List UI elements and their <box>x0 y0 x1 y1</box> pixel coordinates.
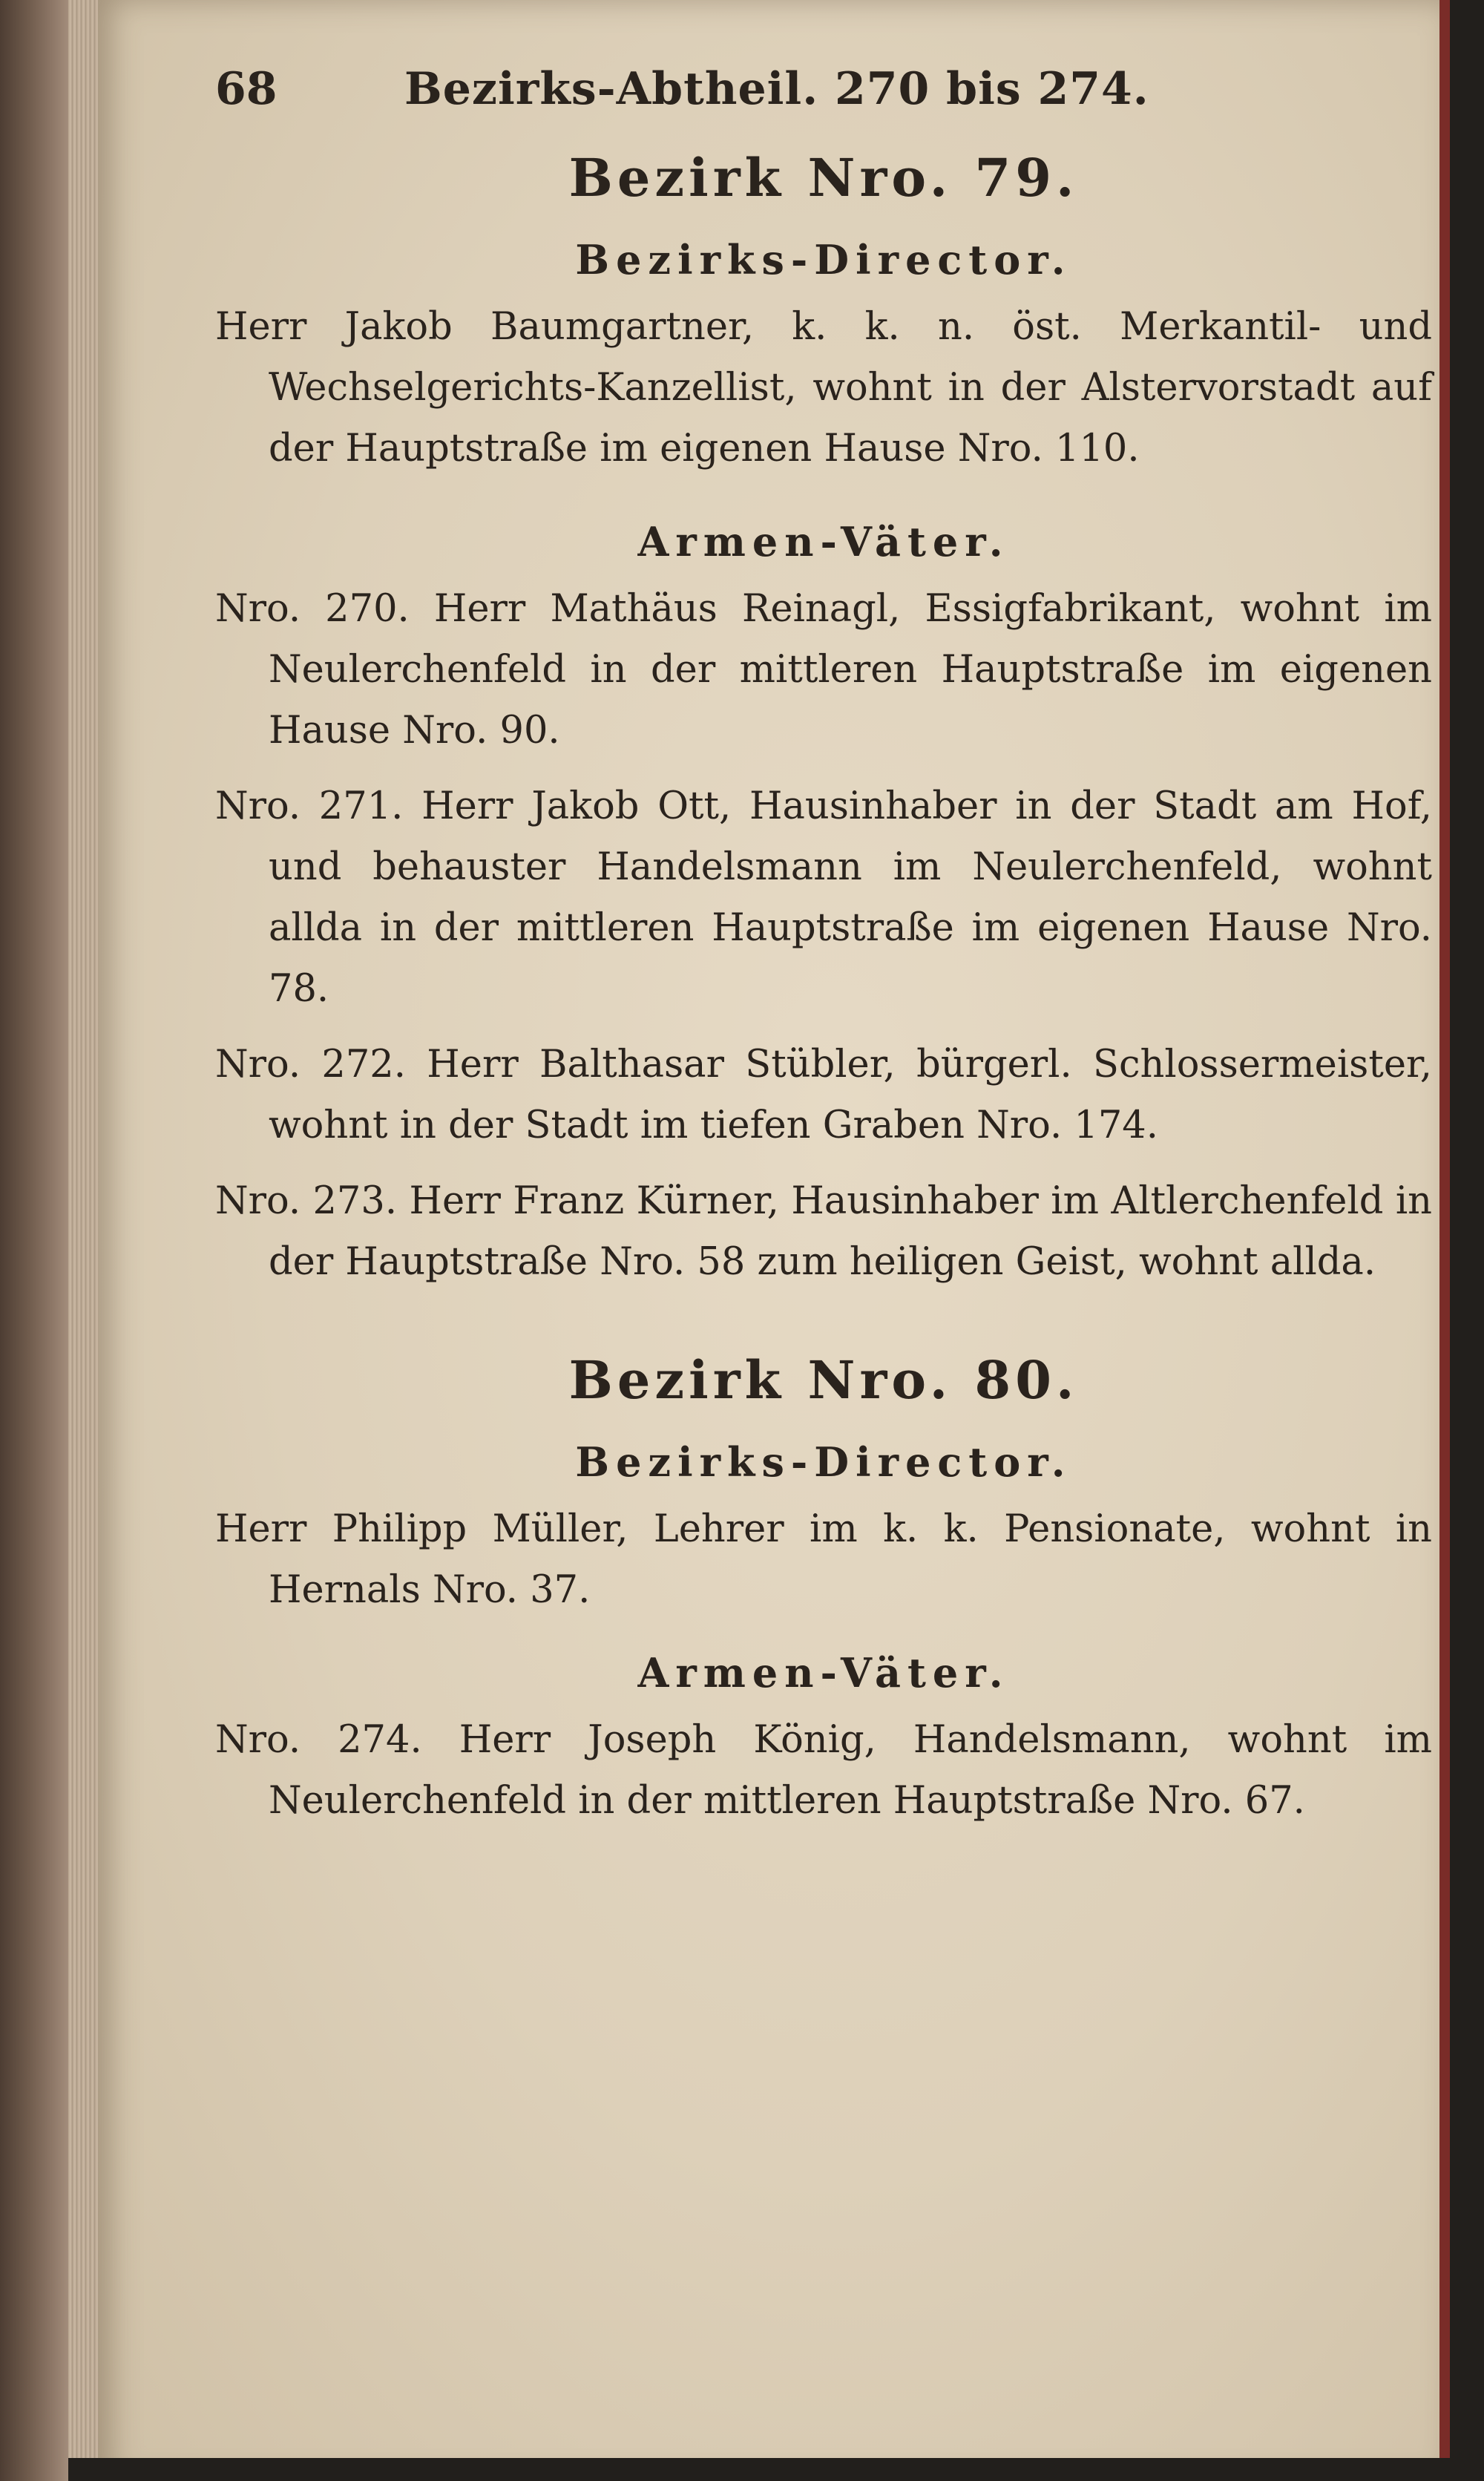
page-content <box>215 56 1432 1846</box>
list-item: Nro. 274. Herr Joseph König, Handelsmann, wohnt im Neulerchenfeld in der mittleren Hauptstraße Nro. 67. <box>215 1718 1432 1823</box>
district-title: Bezirk Nro. 80. <box>568 1349 1079 1411</box>
director-entry: Herr Philipp Müller, Lehrer im k. k. Pensionate, wohnt in Hernals Nro. 37. <box>215 1507 1432 1612</box>
background-bottom <box>68 2458 1484 2481</box>
list-item: Nro. 272. Herr Balthasar Stübler, bürgerl. Schlossermeister, wohnt in der Stadt im tiefen Graben Nro. 174. <box>215 1043 1432 1147</box>
page-number: 68 <box>215 63 278 115</box>
book-binding <box>0 0 68 2481</box>
red-page-edge <box>1439 0 1450 2481</box>
list-item: Nro. 273. Herr Franz Kürner, Hausinhaber im Altlerchenfeld in der Hauptstraße Nro. 58 zum heiligen Geist, wohnt allda. <box>215 1179 1432 1284</box>
fathers-heading: Armen-Väter. <box>637 1649 1010 1697</box>
director-heading: Bezirks-Director. <box>575 1438 1072 1486</box>
director-heading: Bezirks-Director. <box>575 236 1072 284</box>
running-title: Bezirks-Abtheil. 270 bis 274. <box>404 63 1149 115</box>
page-header <box>215 56 1432 134</box>
fathers-heading: Armen-Väter. <box>637 518 1010 566</box>
district-title: Bezirk Nro. 79. <box>568 147 1079 209</box>
page-edges <box>68 0 98 2481</box>
director-entry: Herr Jakob Baumgartner, k. k. n. öst. Merkantil- und Wechselgerichts-Kanzellist, wohnt in der Alstervorstadt auf der Hauptstraße im eigenen Hause Nro. 110. <box>215 305 1432 471</box>
list-item: Nro. 271. Herr Jakob Ott, Hausinhaber in der Stadt am Hof, und behauster Handelsmann im Neulerchenfeld, wohnt allda in der mittleren Hauptstraße im eigenen Hause Nro. 78. <box>215 784 1432 1011</box>
list-item: Nro. 270. Herr Mathäus Reinagl, Essigfabrikant, wohnt im Neulerchenfeld in der mittleren Hauptstraße im eigenen Hause Nro. 90. <box>215 587 1432 753</box>
